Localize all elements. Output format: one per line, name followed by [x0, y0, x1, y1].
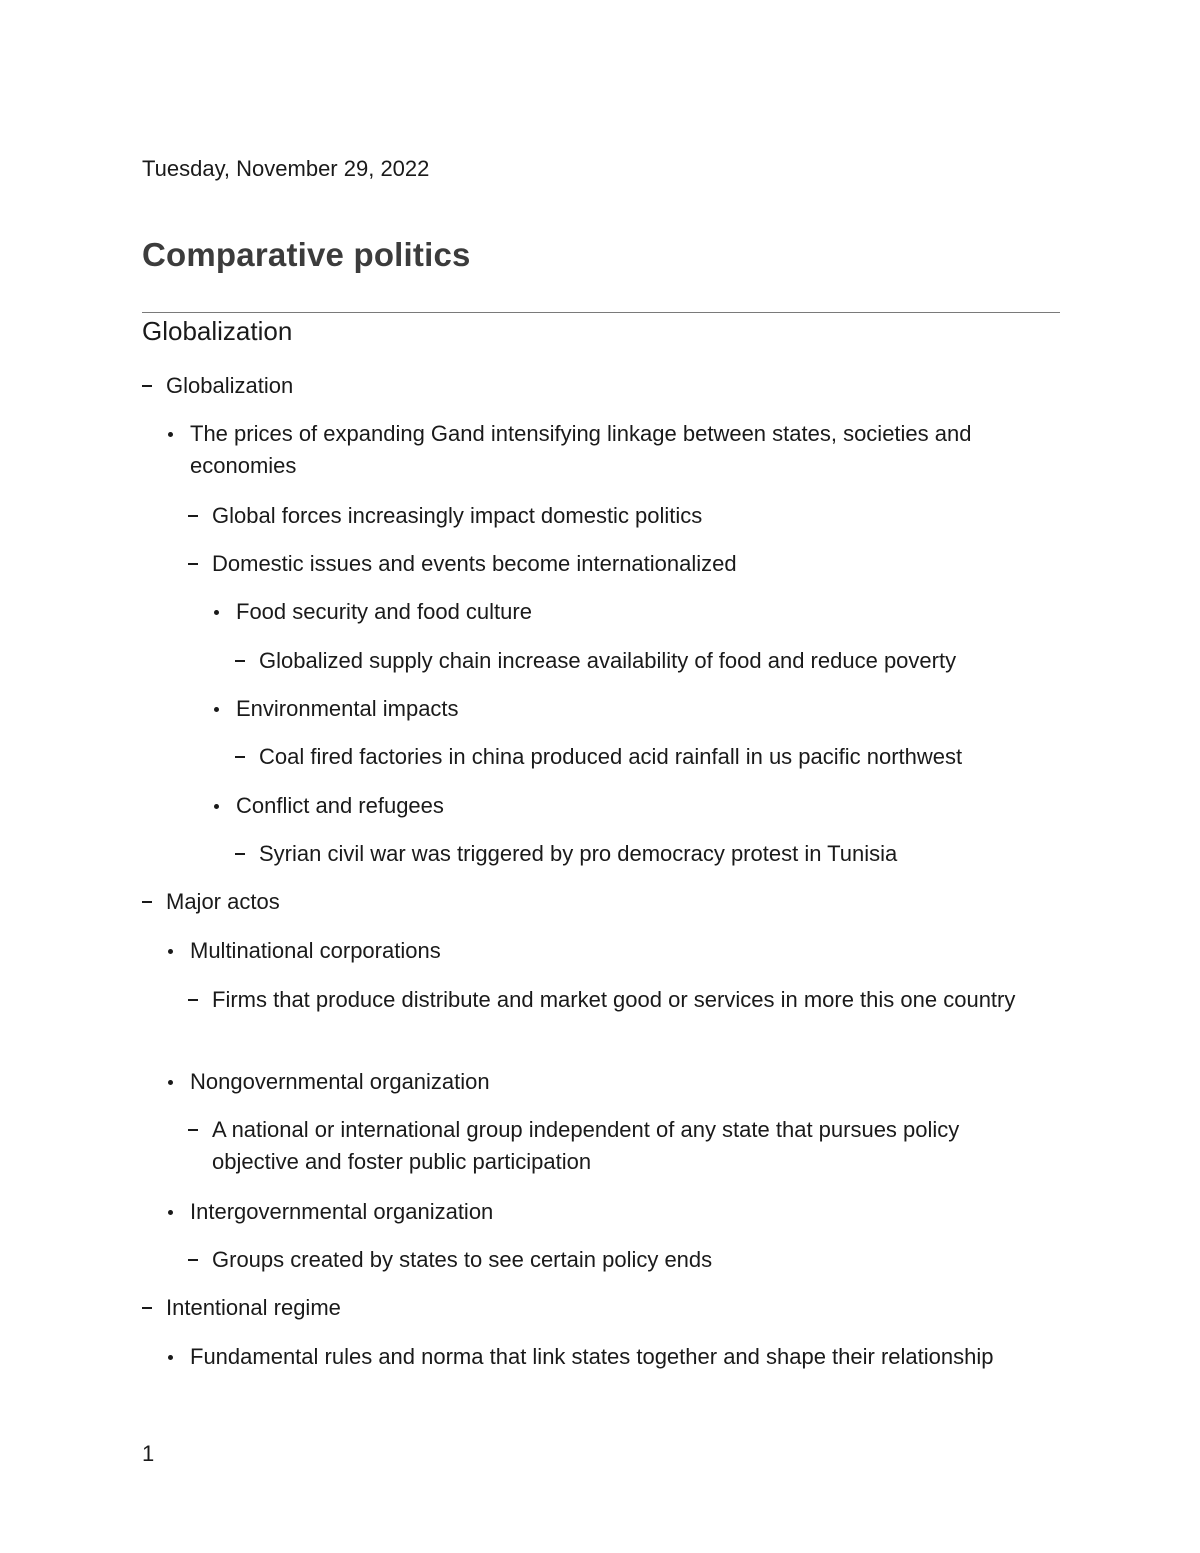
dash-marker	[188, 1259, 198, 1261]
page-number: 1	[142, 1441, 155, 1466]
note-date: Tuesday, November 29, 2022	[142, 156, 430, 181]
section-heading: Globalization	[142, 316, 293, 346]
dash-marker	[142, 385, 152, 387]
document-page: Tuesday, November 29, 2022 Comparative politics Globalization Globalization The prices of expanding Gand intensifying linkage between states, societies and economies Global forces increasingly impact domestic politics Domestic issues and events become internationalized Food security and food culture Globalized supply chain increase availability of food and reduce poverty Environmental impacts Coal fired factories in china produced acid rainfall in us pacific northwest Conflict and refugees Syrian civil war was triggered by pro democracy protest in Tunisia Major actos Multinational corporations Firms that produce distribute and market good or services in more this one country Nongovernmental organization A national or international group independent of any state that pursues policy objective and foster public participation Intergovernmental organization Groups created by states to see certain policy ends Intentional regime Fundamental rules and norma that link states together and shape their relationship 1	[0, 0, 1200, 1553]
dash-marker	[188, 563, 198, 565]
page-title: Comparative politics	[142, 236, 471, 273]
dash-marker	[235, 756, 245, 758]
bullet-marker	[214, 804, 219, 809]
dash-marker	[188, 515, 198, 517]
dash-marker	[188, 1129, 198, 1131]
dash-marker	[235, 660, 245, 662]
title-divider	[142, 312, 1060, 313]
bullet-marker	[168, 1080, 173, 1085]
bullet-marker	[168, 432, 173, 437]
bullet-marker	[168, 1355, 173, 1360]
bullet-marker	[168, 949, 173, 954]
dash-marker	[142, 901, 152, 903]
dash-marker	[142, 1307, 152, 1309]
bullet-marker	[214, 610, 219, 615]
bullet-marker	[214, 707, 219, 712]
bullet-marker	[168, 1210, 173, 1215]
dash-marker	[188, 999, 198, 1001]
dash-marker	[235, 853, 245, 855]
